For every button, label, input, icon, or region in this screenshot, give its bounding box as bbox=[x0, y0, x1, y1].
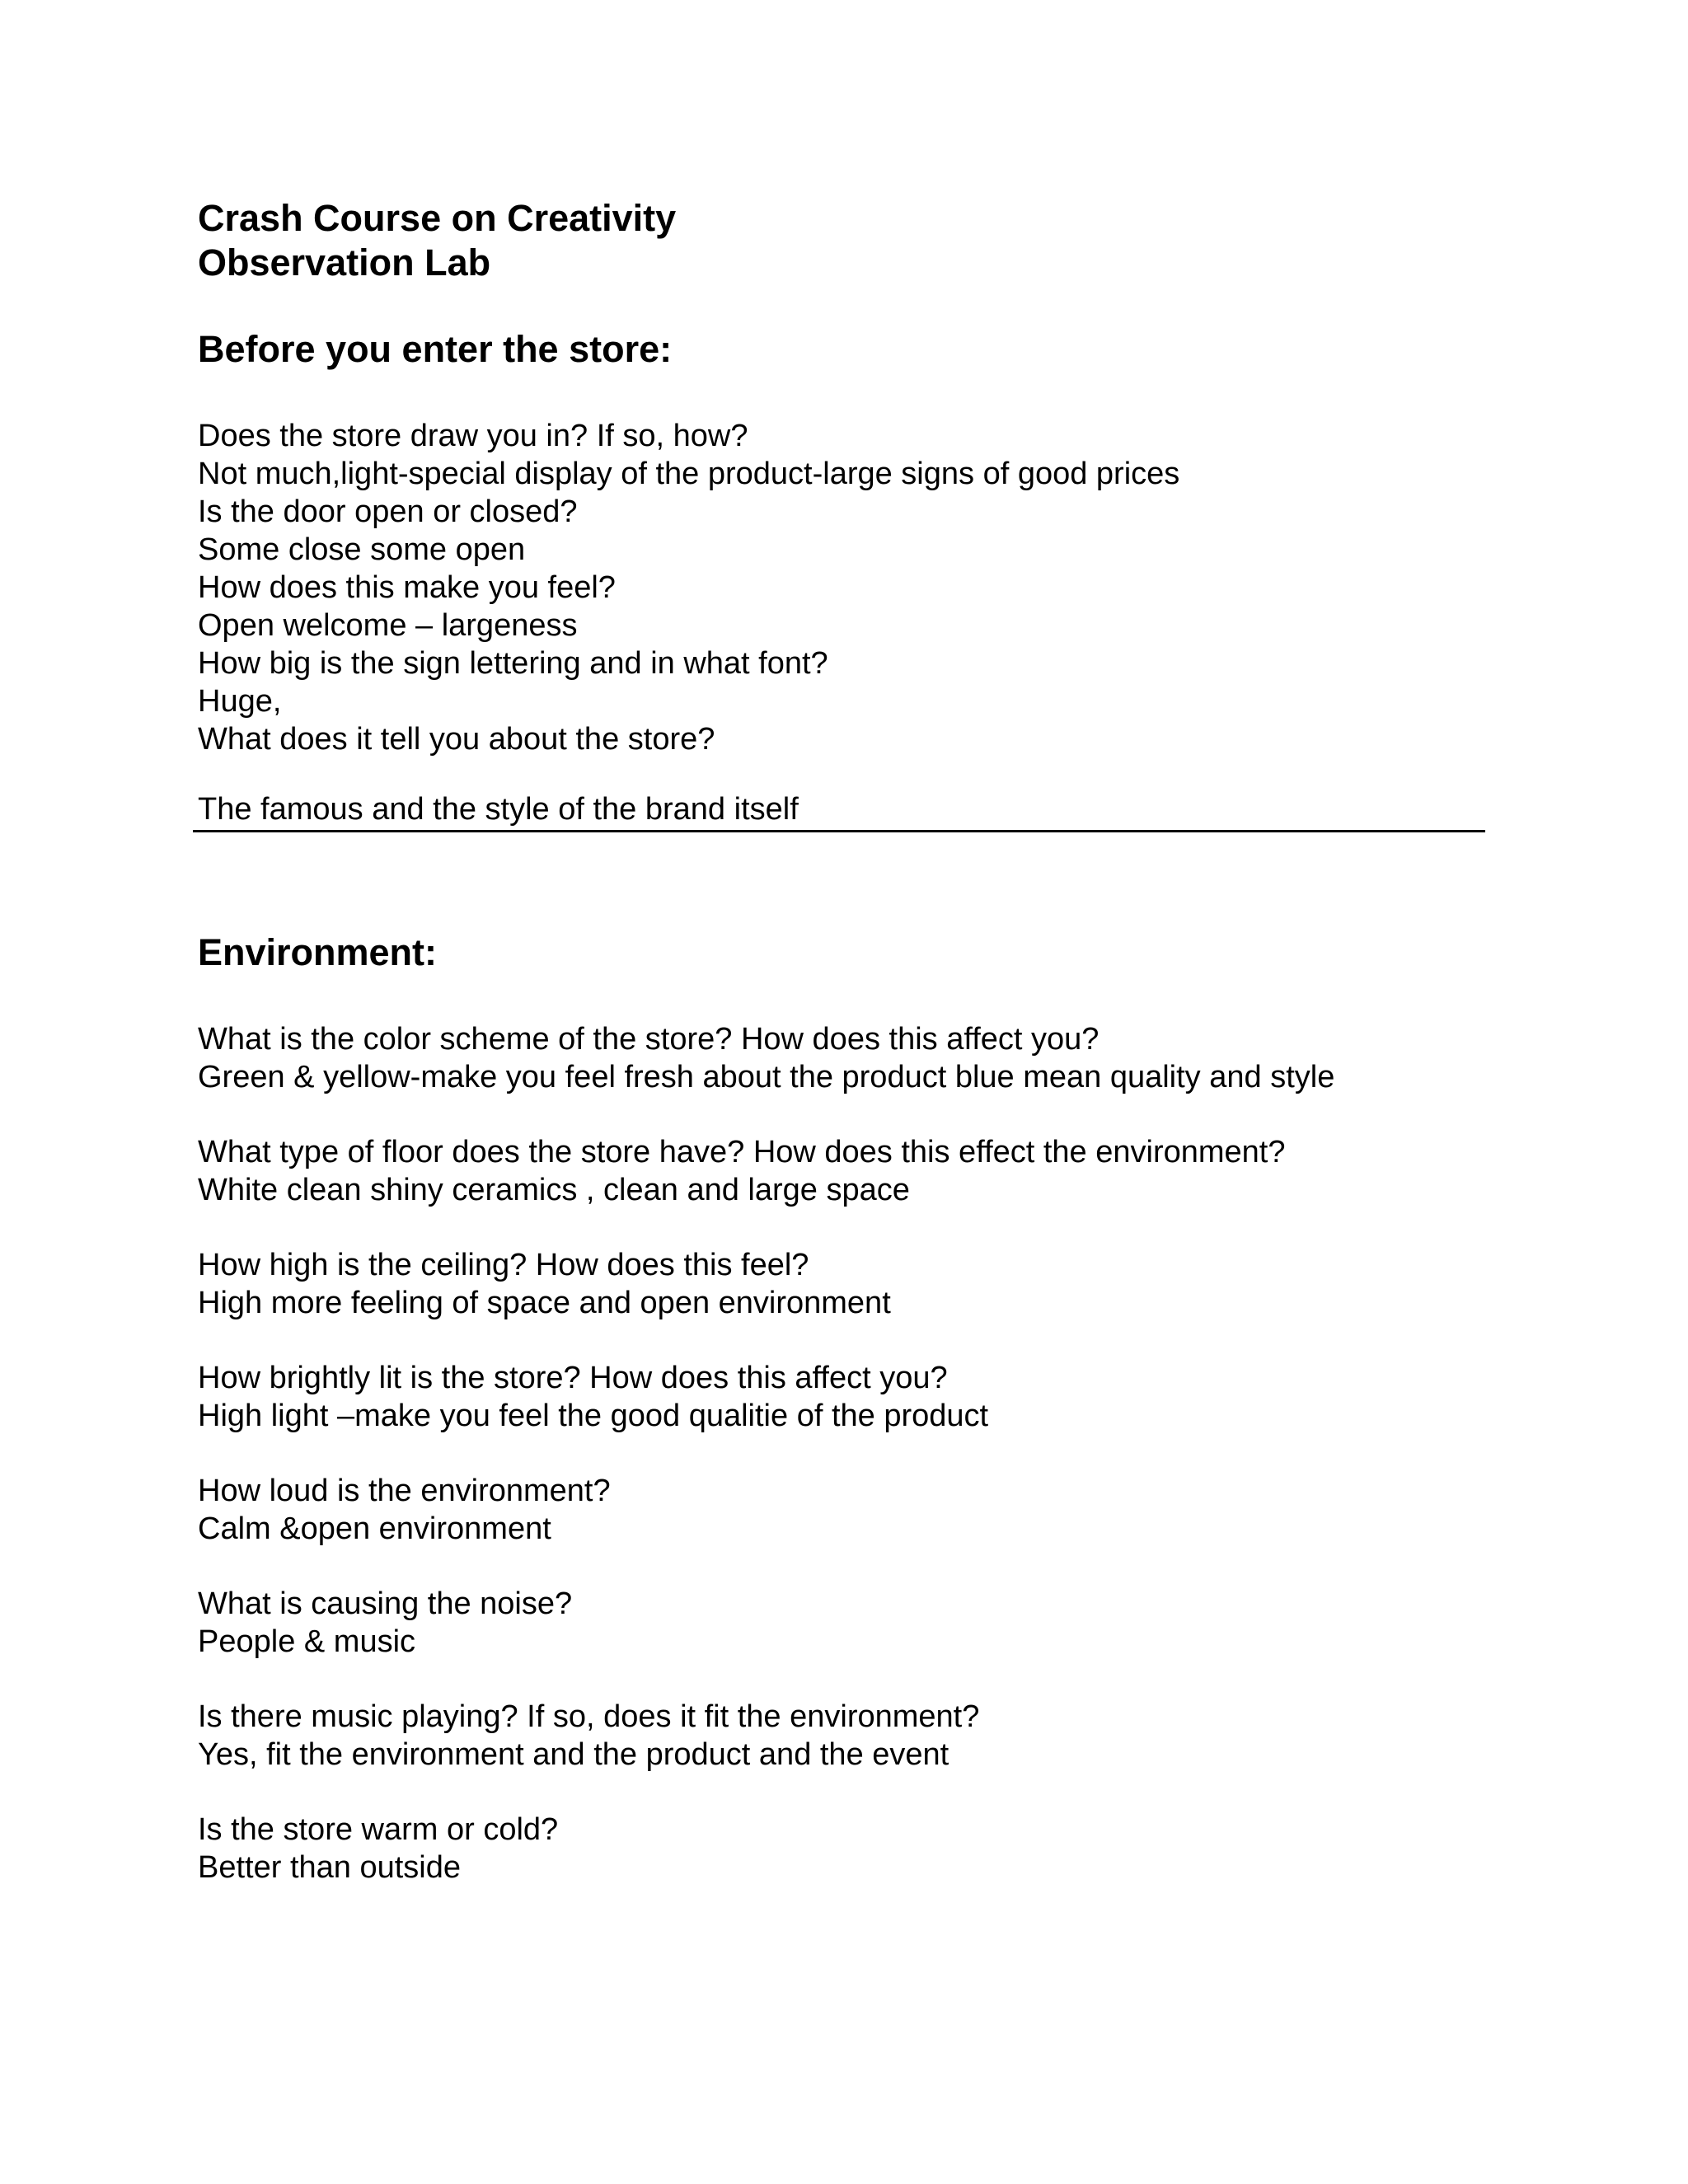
section1-line: How big is the sign lettering and in what font? bbox=[198, 646, 828, 681]
section-heading-before-store: Before you enter the store: bbox=[198, 328, 673, 370]
environment-answer: High light –make you feel the good qualitie of the product bbox=[198, 1399, 989, 1433]
environment-answer: High more feeling of space and open environment bbox=[198, 1286, 891, 1320]
section1-line: Open welcome – largeness bbox=[198, 608, 578, 643]
document-title-line-2: Observation Lab bbox=[198, 241, 491, 284]
environment-question: What type of floor does the store have? How does this effect the environment? bbox=[198, 1135, 1286, 1169]
environment-answer: Green & yellow-make you feel fresh about the product blue mean quality and style bbox=[198, 1060, 1335, 1094]
section1-line: Does the store draw you in? If so, how? bbox=[198, 419, 748, 453]
environment-answer: Better than outside bbox=[198, 1850, 461, 1885]
environment-answer: Yes, fit the environment and the product and the event bbox=[198, 1737, 950, 1772]
section1-line: Not much,light-special display of the product-large signs of good prices bbox=[198, 457, 1180, 491]
environment-question: What is the color scheme of the store? How does this affect you? bbox=[198, 1022, 1100, 1057]
environment-answer: People & music bbox=[198, 1624, 416, 1659]
section1-line: Huge, bbox=[198, 684, 282, 719]
environment-question: How loud is the environment? bbox=[198, 1474, 611, 1508]
section1-line: Some close some open bbox=[198, 532, 526, 567]
section1-line: What does it tell you about the store? bbox=[198, 722, 715, 757]
environment-question: How high is the ceiling? How does this feel? bbox=[198, 1248, 809, 1282]
section1-answer: The famous and the style of the brand itself bbox=[198, 792, 799, 827]
environment-question: Is there music playing? If so, does it fit the environment? bbox=[198, 1699, 980, 1734]
environment-question: Is the store warm or cold? bbox=[198, 1812, 559, 1847]
document-title-line-1: Crash Course on Creativity bbox=[198, 197, 677, 239]
section-heading-environment: Environment: bbox=[198, 931, 438, 973]
environment-answer: Calm &open environment bbox=[198, 1511, 551, 1546]
section1-line: How does this make you feel? bbox=[198, 570, 616, 605]
environment-question: What is causing the noise? bbox=[198, 1586, 573, 1621]
answer-underline bbox=[193, 830, 1485, 832]
section1-line: Is the door open or closed? bbox=[198, 494, 578, 529]
environment-answer: White clean shiny ceramics , clean and large space bbox=[198, 1173, 910, 1207]
environment-question: How brightly lit is the store? How does this affect you? bbox=[198, 1361, 948, 1395]
